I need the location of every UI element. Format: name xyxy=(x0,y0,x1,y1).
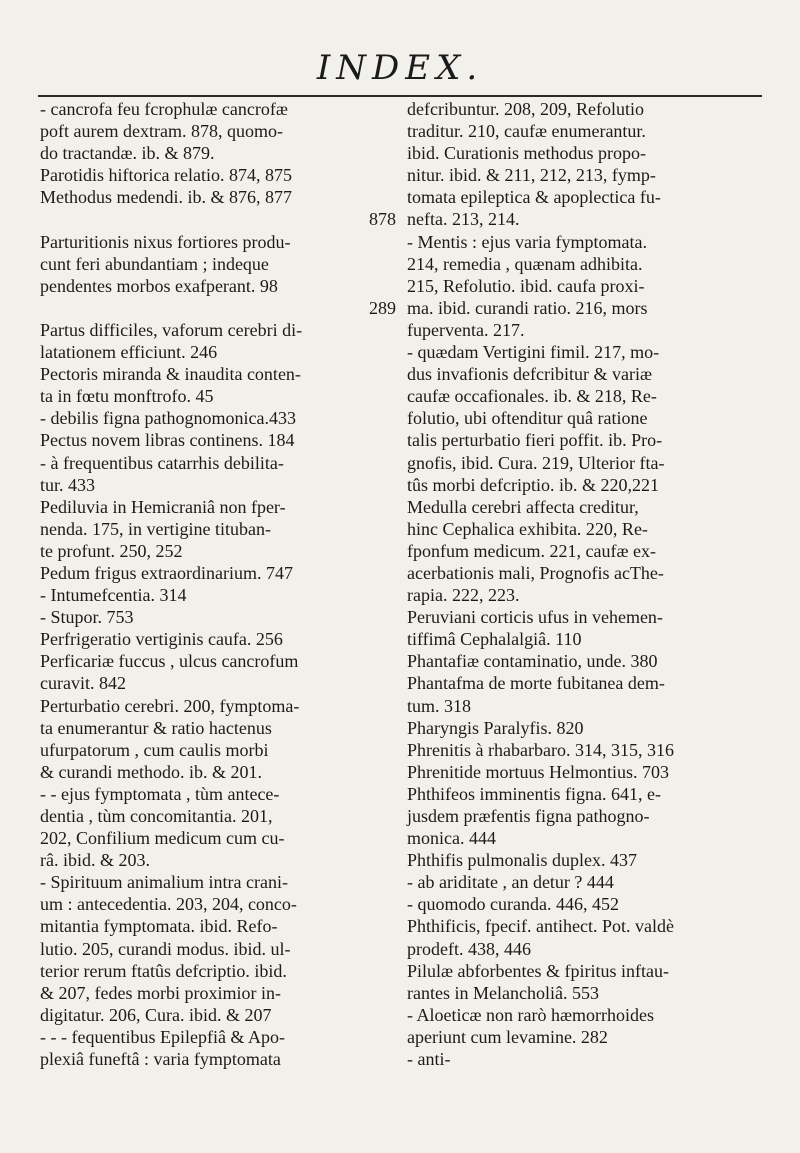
index-line: Phrenitide mortuus Helmontius. 703 xyxy=(407,761,669,782)
index-line: ta in fœtu monftrofo. 45 xyxy=(40,386,214,407)
index-line: Pectus novem libras continens. 184 xyxy=(40,430,295,451)
index-line: 214, remedia , quænam adhibita. xyxy=(407,253,643,274)
index-line: - Spirituum animalium intra crani- xyxy=(40,872,288,893)
index-line: tum. 318 xyxy=(407,695,472,716)
index-line: ma. ibid. curandi ratio. 216, mors xyxy=(407,297,648,318)
index-line: Pedum frigus extraordinarium. 747 xyxy=(40,562,293,583)
index-line: Phthifis pulmonalis duplex. 437 xyxy=(407,850,638,871)
index-line: Pectoris miranda & inaudita conten- xyxy=(40,364,301,385)
index-line: gnofis, ibid. Cura. 219, Ulterior fta- xyxy=(407,452,665,473)
index-line: - debilis figna pathognomonica.433 xyxy=(40,408,296,429)
index-line: aperiunt cum levamine. 282 xyxy=(407,1026,608,1047)
index-line: nefta. 213, 214. xyxy=(407,209,520,230)
index-line: Phthificis, fpecif. antihect. Pot. valdè xyxy=(407,916,674,937)
index-line: nitur. ibid. & 211, 212, 213, fymp- xyxy=(407,165,656,186)
index-line: - à frequentibus catarrhis debilita- xyxy=(40,452,284,473)
index-line: - - - fequentibus Epilepfiâ & Apo- xyxy=(40,1026,285,1047)
index-line: acerbationis mali, Prognofis acThe- xyxy=(407,562,664,583)
index-line: um : antecedentia. 203, 204, conco- xyxy=(40,894,297,915)
index-line: ufurpatorum , cum caulis morbi xyxy=(40,739,269,760)
index-line: - - ejus fymptomata , tùm antece- xyxy=(40,783,280,804)
index-line: & 207, fedes morbi proximior in- xyxy=(40,982,281,1003)
index-line: & curandi methodo. ib. & 201. xyxy=(40,761,262,782)
index-line: traditur. 210, caufæ enumerantur. xyxy=(407,121,646,142)
index-line: plexiâ funeftâ : varia fymptomata xyxy=(40,1049,281,1070)
index-line: monica. 444 xyxy=(407,828,496,849)
index-line: tiffimâ Cephalalgiâ. 110 xyxy=(407,629,582,650)
index-line: Phthifeos imminentis figna. 641, e- xyxy=(407,783,661,804)
index-line: ibid. Curationis methodus propo- xyxy=(407,143,646,164)
index-line: te profunt. 250, 252 xyxy=(40,540,183,561)
index-line: mitantia fymptomata. ibid. Refo- xyxy=(40,916,278,937)
index-line: poft aurem dextram. 878, quomo- xyxy=(40,121,283,142)
index-line: Phrenitis à rhabarbaro. 314, 315, 316 xyxy=(407,739,674,760)
index-line: tûs morbi defcriptio. ib. & 220,221 xyxy=(407,474,659,495)
index-line: Parotidis hiftorica relatio. 874, 875 xyxy=(40,165,292,186)
index-line: Perficariæ fuccus , ulcus cancrofum xyxy=(40,651,299,672)
index-line: rantes in Melancholiâ. 553 xyxy=(407,982,599,1003)
index-line: caufæ occafionales. ib. & 218, Re- xyxy=(407,386,657,407)
index-line: Perturbatio cerebri. 200, fymptoma- xyxy=(40,695,300,716)
index-line: tur. 433 xyxy=(40,474,96,495)
index-line: ta enumerantur & ratio hactenus xyxy=(40,717,272,738)
page-header: INDEX. xyxy=(316,48,484,88)
index-line: 878 xyxy=(369,209,396,230)
right-column xyxy=(407,98,763,1070)
index-line: Partus difficiles, vaforum cerebri di- xyxy=(40,319,303,340)
index-line: - quomodo curanda. 446, 452 xyxy=(407,894,619,915)
index-line: folutio, ubi oftenditur quâ ratione xyxy=(407,408,648,429)
index-line: Perfrigeratio vertiginis caufa. 256 xyxy=(40,629,283,650)
index-line: talis perturbatio fieri poffit. ib. Pro- xyxy=(407,430,663,451)
index-line: digitatur. 206, Cura. ibid. & 207 xyxy=(40,1004,272,1025)
index-line: hinc Cephalica exhibita. 220, Re- xyxy=(407,518,648,539)
index-line: prodeft. 438, 446 xyxy=(407,938,531,959)
index-line: dus invafionis defcribitur & variæ xyxy=(407,364,652,385)
index-line: curavit. 842 xyxy=(40,673,126,694)
index-line: Pilulæ abforbentes & fpiritus inftau- xyxy=(407,960,669,981)
index-line: fponfum medicum. 221, caufæ ex- xyxy=(407,540,656,561)
index-line: 202, Confilium medicum cum cu- xyxy=(40,828,285,849)
index-line: - anti- xyxy=(407,1049,451,1070)
index-line: - Aloeticæ non rarò hæmorrhoides xyxy=(407,1004,654,1025)
index-line: nenda. 175, in vertigine tituban- xyxy=(40,518,271,539)
index-line: Pharyngis Paralyfis. 820 xyxy=(407,717,584,738)
index-line: jusdem præfentis figna pathogno- xyxy=(407,806,650,826)
index-line: Methodus medendi. ib. & 876, 877 xyxy=(40,187,292,208)
index-line: tomata epileptica & apoplectica fu- xyxy=(407,187,661,208)
index-line: Phantafma de morte fubitanea dem- xyxy=(407,673,665,694)
index-line: 289 xyxy=(369,297,396,318)
index-line: Parturitionis nixus fortiores produ- xyxy=(40,231,291,252)
index-line: pendentes morbos exafperant. 98 xyxy=(40,275,278,296)
index-line: terior rerum ftatûs defcriptio. ibid. xyxy=(40,960,287,981)
index-line: Peruviani corticis ufus in vehemen- xyxy=(407,607,663,628)
index-line: - Intumefcentia. 314 xyxy=(40,585,187,606)
index-line: râ. ibid. & 203. xyxy=(40,850,150,871)
index-line: lutio. 205, curandi modus. ibid. ul- xyxy=(40,938,291,959)
index-line: cunt feri abundantiam ; indeque xyxy=(40,253,269,274)
index-line: Medulla cerebri affecta creditur, xyxy=(407,496,639,517)
index-line: - ab ariditate , an detur ? 444 xyxy=(407,872,614,893)
index-line: - quædam Vertigini fimil. 217, mo- xyxy=(407,342,660,363)
index-line: - cancrofa feu fcrophulæ cancrofæ xyxy=(40,99,288,119)
index-line: do tractandæ. ib. & 879. xyxy=(40,143,215,164)
index-line: fuperventa. 217. xyxy=(407,319,525,340)
index-line: Phantafiæ contaminatio, unde. 380 xyxy=(407,651,658,672)
left-column xyxy=(40,98,396,1070)
index-line: 215, Refolutio. ibid. caufa proxi- xyxy=(407,275,645,296)
index-line: rapia. 222, 223. xyxy=(407,585,520,606)
index-line: latationem efficiunt. 246 xyxy=(40,342,218,363)
index-line: - Stupor. 753 xyxy=(40,607,134,628)
header-rule xyxy=(38,95,762,97)
index-line: Pediluvia in Hemicraniâ non fper- xyxy=(40,496,286,517)
index-line: dentia , tùm concomitantia. 201, xyxy=(40,806,273,826)
index-line: - Mentis : ejus varia fymptomata. xyxy=(407,231,647,252)
index-line: defcribuntur. 208, 209, Refolutio xyxy=(407,99,644,119)
